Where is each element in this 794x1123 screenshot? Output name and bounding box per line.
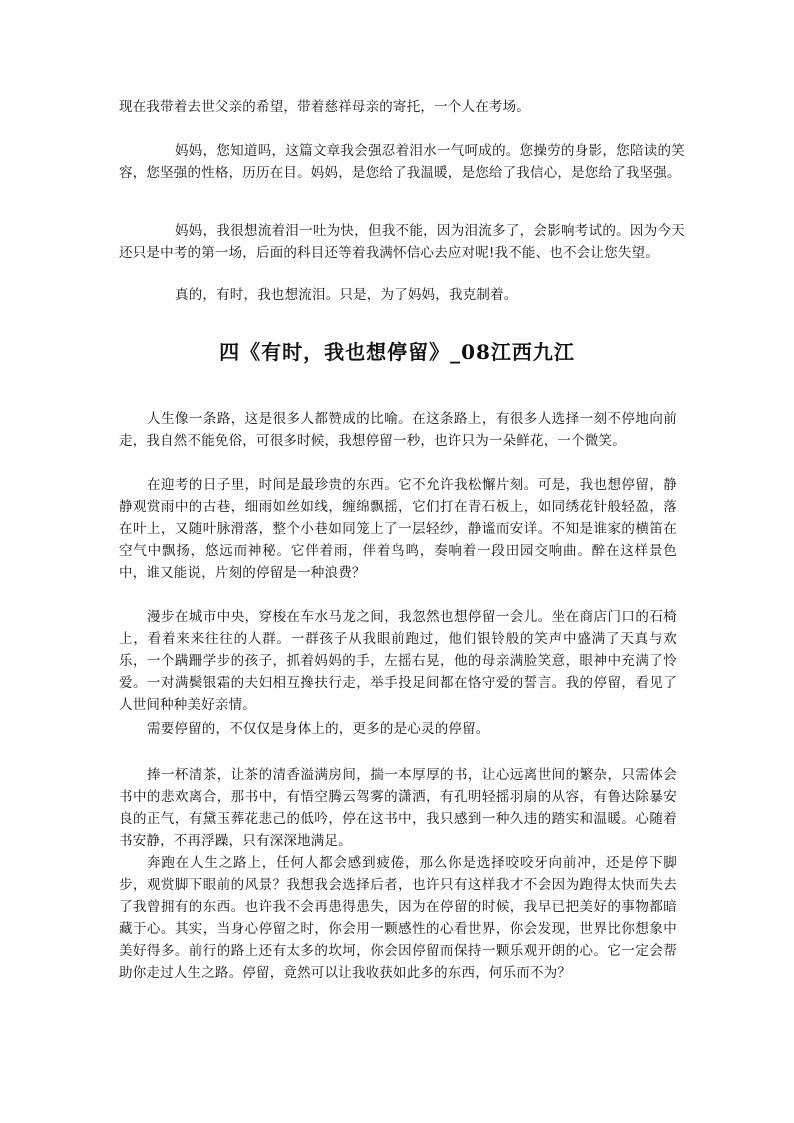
intro-paragraph-4: 真的，有时，我也想流泪。只是，为了妈妈，我克制着。 [175, 287, 518, 303]
body-paragraph-6: 奔跑在人生之路上，任何人都会感到疲倦，那么你是选择咬咬牙向前冲，还是停下脚步，观赏脚下眼前的风景？我想我会选择后者，也许只有这样我才不会因为跑得太快而失去了我曾拥有的东西。也许我不会再患得患失，因为在停留的时候，我早已把美好的事物都暗藏于心。其实，当身心停留之时，你会用一颗感性的心看世界，你会发现，世界比你想象中美好得多。前行的路上还有太多的坎坷，你会因停留而保持一颗乐观开朗的心。它一定会帮助你走过人生之路。停留，竟然可以让我收获如此多的东西，何乐而不为？ [119, 855, 677, 981]
body-paragraph-1: 人生像一条路，这是很多人都赞成的比喻。在这条路上，有很多人选择一刻不停地向前走，我自然不能免俗，可很多时候，我想停留一秒，也许只为一朵鲜花，一个微笑。 [119, 411, 677, 449]
intro-paragraph-3: 妈妈，我很想流着泪一吐为快，但我不能，因为泪流多了，会影响考试的。因为今天还只是中考的第一场，后面的科目还等着我满怀信心去应对呢!我不能、也不会让您失望。 [119, 223, 685, 261]
intro-paragraph-1: 现在我带着去世父亲的希望，带着慈祥母亲的寄托，一个人在考场。 [119, 99, 530, 115]
intro-paragraph-2: 妈妈，您知道吗，这篇文章我会强忍着泪水一气呵成的。您操劳的身影，您陪读的笑容，您坚强的性格，历历在目。妈妈，是您给了我温暖，是您给了我信心，是您给了我坚强。 [119, 143, 685, 181]
body-paragraph-5: 捧一杯清茶，让茶的清香溢满房间，揣一本厚厚的书，让心远离世间的繁杂，只需体会书中的悲欢离合，那书中，有悟空腾云驾雾的潇洒，有孔明轻摇羽扇的从容，有鲁达除暴安良的正气，有黛玉葬花悲己的低吟，停在这书中，我只感到一种久违的踏实和温暖。心随着书安静，不再浮躁，只有深深地满足。 [119, 767, 677, 849]
body-paragraph-2: 在迎考的日子里，时间是最珍贵的东西。它不允许我松懈片刻。可是，我也想停留，静静观赏雨中的古巷，细雨如丝如线，缠绵飘摇，它们打在青石板上，如同绣花针般轻盈，落在叶上，又随叶脉滑落，整个小巷如同笼上了一层轻纱，静谧而安详。不知是谁家的横笛在空气中飘扬，悠远而神秘。它伴着雨，伴着鸟鸣，奏响着一段田园交响曲。醉在这样景色中，谁又能说，片刻的停留是一种浪费？ [119, 477, 677, 581]
section-title: 四《有时，我也想停留》_08江西九江 [219, 340, 575, 364]
body-paragraph-4: 需要停留的，不仅仅是身体上的，更多的是心灵的停留。 [147, 721, 490, 737]
body-paragraph-3: 漫步在城市中央，穿梭在车水马龙之间，我忽然也想停留一会儿。坐在商店门口的石椅上，看着来来往往的人群。一群孩子从我眼前跑过，他们银铃般的笑声中盛满了天真与欢乐，一个蹒跚学步的孩子，抓着妈妈的手，左摇右晃，他的母亲满脸笑意，眼神中充满了怜爱。一对满鬓银霜的夫妇相互搀扶行走，举手投足间都在恪守爱的誓言。我的停留，看见了人世间种种美好亲情。 [119, 609, 677, 713]
